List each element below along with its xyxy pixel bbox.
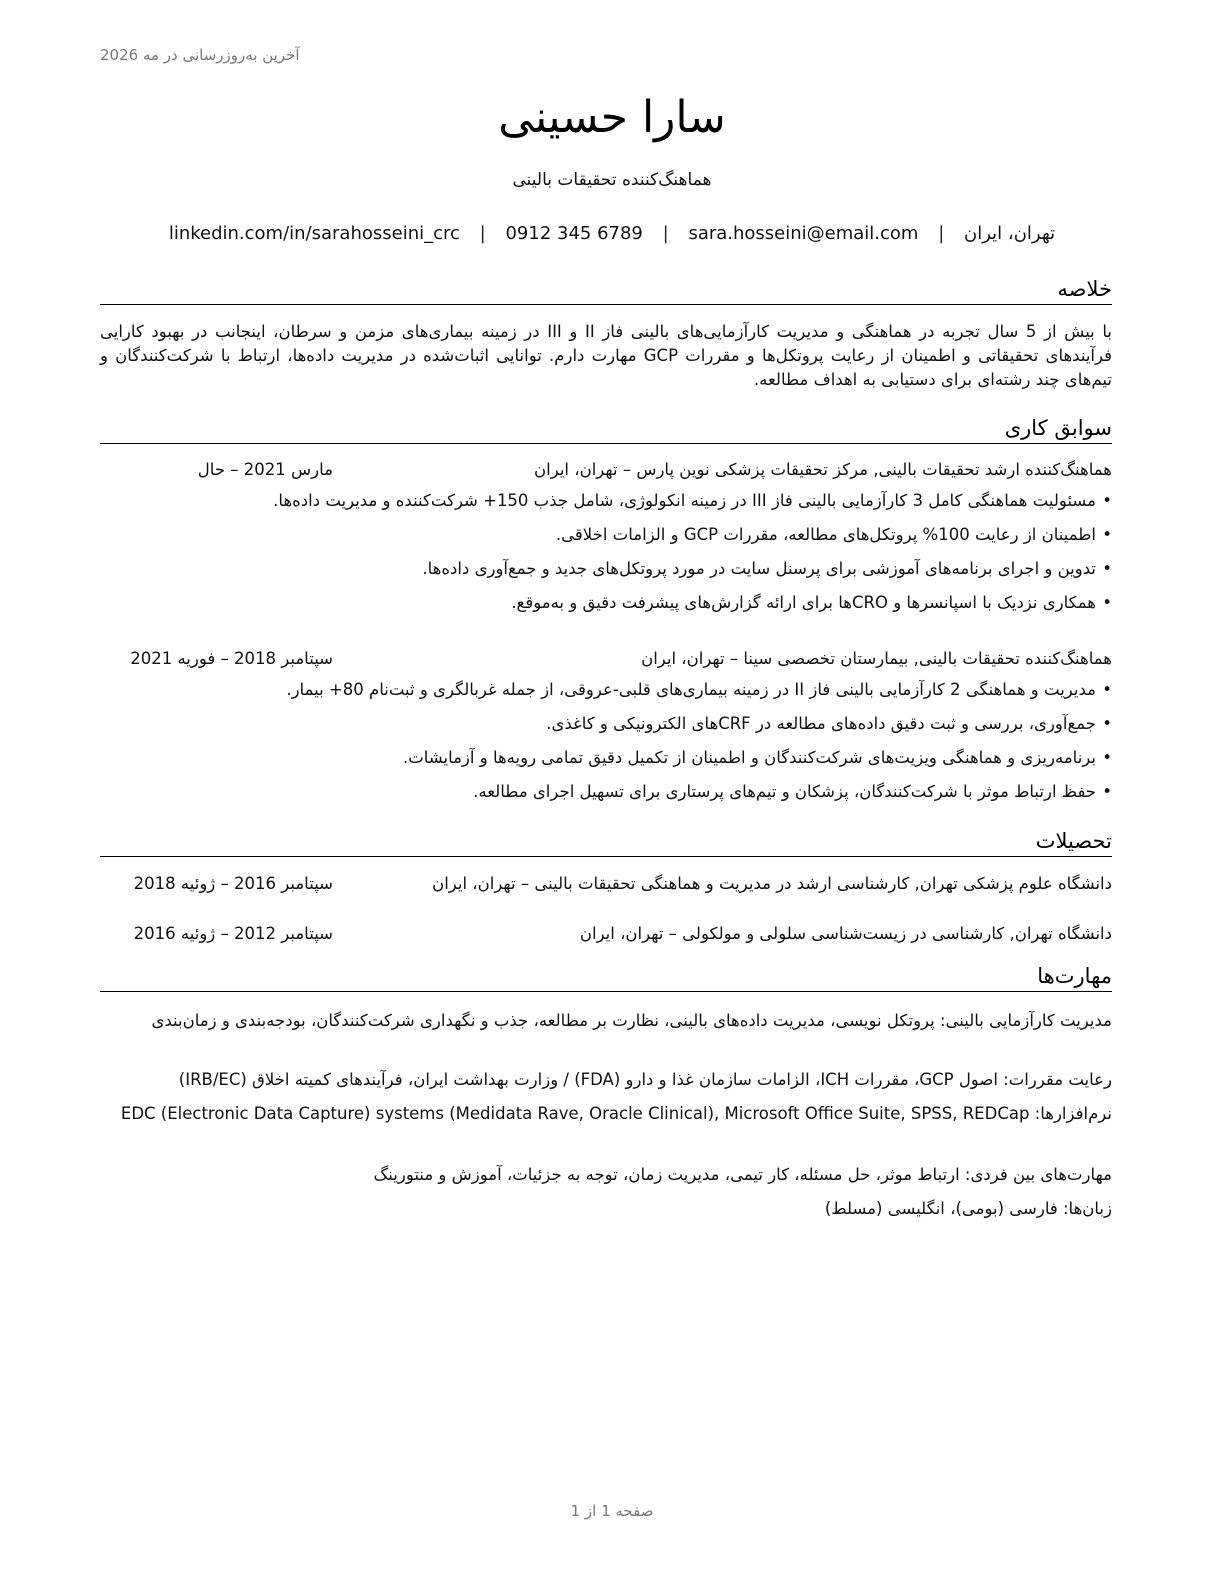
- list-item: •جمع‌آوری، بررسی و ثبت دقیق داده‌های مطالعه در CRFهای الکترونیکی و کاغذی.: [100, 712, 1112, 736]
- education-text: دانشگاه علوم پزشکی تهران, کارشناسی ارشد در مدیریت و هماهنگی تحقیقات بالینی – تهران، ایران: [432, 874, 1112, 893]
- contact-phone: 0912 345 6789: [505, 223, 643, 244]
- job-bullets: [100, 489, 1112, 625]
- education-item: [100, 872, 1112, 896]
- list-item: •تدوین و اجرای برنامه‌های آموزشی برای پرسنل سایت در مورد پروتکل‌های جدید و جمع‌آوری داده‌ها.: [100, 557, 1112, 581]
- bullet-icon: •: [1102, 782, 1112, 801]
- job-dates: مارس 2021 – حال: [197, 460, 333, 479]
- contact-email[interactable]: sara.hosseini@email.com: [688, 223, 919, 244]
- list-item: •اطمینان از رعایت 100% پروتکل‌های مطالعه، مقررات GCP و الزامات اخلاقی.: [100, 523, 1112, 547]
- contact-separator: |: [662, 223, 669, 244]
- bullet-icon: •: [1102, 525, 1112, 544]
- contact-location: تهران، ایران: [964, 223, 1056, 244]
- candidate-name: سارا حسینی: [498, 92, 726, 143]
- job-bullets: [100, 678, 1112, 814]
- skill-item: نرم‌افزارها: EDC (Electronic Data Capture) systems (Medidata Rave, Oracle Clinical), Microsoft Office Suite, SPSS, REDCap: [120, 1104, 1112, 1123]
- education-dates: سپتامبر 2012 – ژوئیه 2016: [133, 924, 333, 943]
- education-heading: تحصیلات: [100, 828, 1112, 857]
- list-item: •حفظ ارتباط موثر با شرکت‌کنندگان، پزشکان و تیم‌های پرستاری برای تسهیل اجرای مطالعه.: [100, 780, 1112, 804]
- job-header: [100, 458, 1112, 482]
- bullet-icon: •: [1102, 714, 1112, 733]
- skill-item: رعایت مقررات: اصول GCP، مقررات ICH، الزامات سازمان غذا و دارو (FDA) / وزارت بهداشت ایران، فرآیندهای کمیته اخلاق (IRB/EC): [178, 1070, 1112, 1089]
- contact-line: [0, 223, 1224, 244]
- list-item: •مسئولیت هماهنگی کامل 3 کارآزمایی بالینی فاز III در زمینه انکولوژی، شامل جذب 150+ شرکت‌کننده و مدیریت داده‌ها.: [100, 489, 1112, 513]
- summary-text: با بیش از 5 سال تجربه در هماهنگی و مدیریت کارآزمایی‌های بالینی فاز II و III در زمینه بیماری‌های مزمن و سرطان، اینجانب در بهبود کارایی فرآیندهای تحقیقاتی و اطمینان از رعایت پروتکل‌ها و مقررات GCP مهارت دارم. توانایی اثبات‌شده در مدیریت داده‌ها، ارتباط با شرکت‌کنندگان و تیم‌های چند رشته‌ای برای دستیابی به اهداف مطالعه.: [100, 322, 1112, 389]
- bullet-icon: •: [1102, 748, 1112, 767]
- page-number: صفحه 1 از 1: [570, 1502, 654, 1520]
- contact-linkedin[interactable]: linkedin.com/in/sarahosseini_crc: [168, 223, 460, 244]
- education-dates: سپتامبر 2016 – ژوئیه 2018: [133, 874, 333, 893]
- job-title: هماهنگ‌کننده ارشد تحقیقات بالینی, مرکز تحقیقات پزشکی نوین پارس – تهران، ایران: [534, 460, 1112, 479]
- bullet-icon: •: [1102, 593, 1112, 612]
- list-item: •مدیریت و هماهنگی 2 کارآزمایی بالینی فاز II در زمینه بیماری‌های قلبی-عروقی، از جمله غربالگری و ثبت‌نام 80+ بیمار.: [100, 678, 1112, 702]
- experience-heading: سوابق کاری: [100, 415, 1112, 444]
- job-title: هماهنگ‌کننده تحقیقات بالینی, بیمارستان تخصصی سینا – تهران، ایران: [641, 649, 1112, 668]
- job-header: [100, 647, 1112, 671]
- list-item: •برنامه‌ریزی و هماهنگی ویزیت‌های شرکت‌کنندگان و اطمینان از تکمیل دقیق تمامی رویه‌ها و آزمایشات.: [100, 746, 1112, 770]
- skills-heading: مهارت‌ها: [100, 963, 1112, 992]
- education-text: دانشگاه تهران, کارشناسی در زیست‌شناسی سلولی و مولکولی – تهران، ایران: [579, 924, 1112, 943]
- candidate-title: هماهنگ‌کننده تحقیقات بالینی: [512, 170, 712, 190]
- skill-item: مدیریت کارآزمایی بالینی: پروتکل نویسی، مدیریت داده‌های بالینی، نظارت بر مطالعه، جذب و نگهداری شرکت‌کنندگان، بودجه‌بندی و زمان‌بندی: [151, 1011, 1112, 1030]
- skill-item: مهارت‌های بین فردی: ارتباط موثر، حل مسئله، کار تیمی، مدیریت زمان، توجه به جزئیات، آموزش و منتورینگ: [373, 1165, 1112, 1184]
- bullet-icon: •: [1102, 680, 1112, 699]
- skill-item: زبان‌ها: فارسی (بومی)، انگلیسی (مسلط): [824, 1199, 1112, 1218]
- bullet-icon: •: [1102, 559, 1112, 578]
- last-updated: آخرین به‌روزرسانی در مه 2026: [100, 46, 300, 64]
- bullet-icon: •: [1102, 491, 1112, 510]
- contact-separator: |: [479, 223, 486, 244]
- education-item: [100, 922, 1112, 946]
- list-item: •همکاری نزدیک با اسپانسرها و CROها برای ارائه گزارش‌های پیشرفت دقیق و به‌موقع.: [100, 591, 1112, 615]
- summary-heading: خلاصه: [100, 276, 1112, 305]
- contact-separator: |: [938, 223, 945, 244]
- job-dates: سپتامبر 2018 – فوریه 2021: [130, 649, 333, 668]
